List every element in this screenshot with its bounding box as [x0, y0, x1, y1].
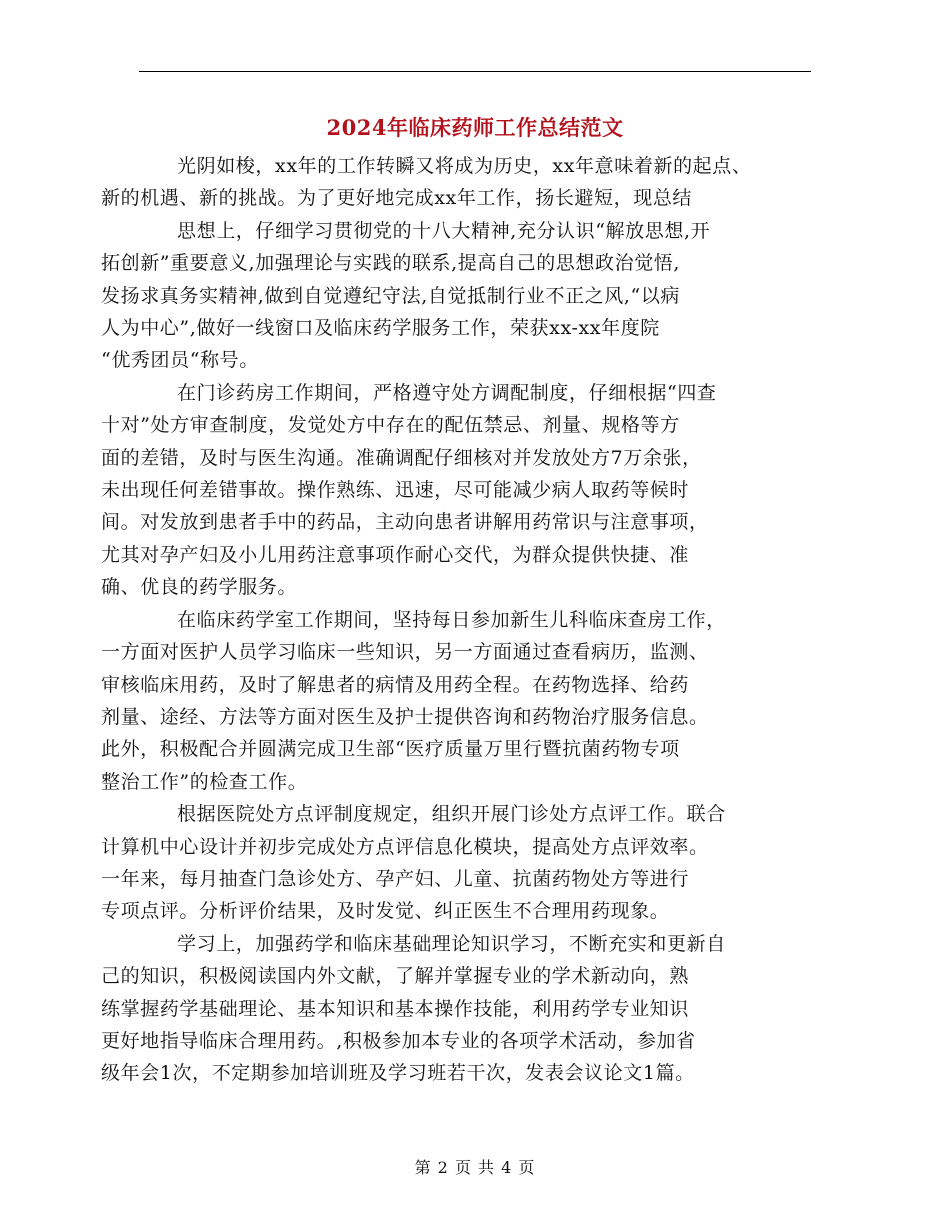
- text-line: 尤其对孕产妇及小儿用药注意事项作耐心交代，为群众提供快捷、准: [101, 543, 690, 566]
- text-line: 剂量、途经、方法等方面对医生及护士提供咨询和药物治疗服务信息。: [101, 705, 709, 728]
- text-line: 专项点评。分析评价结果，及时发觉、纠正医生不合理用药现象。: [101, 900, 670, 923]
- text-line: 更好地指导临床合理用药。,积极参加本专业的各项学术活动，参加省: [101, 1029, 696, 1052]
- text-line: 学习上，加强药学和临床基础理论知识学习，不断充实和更新自: [177, 932, 726, 955]
- text-line: 思想上，仔细学习贯彻党的十八大精神,充分认识“解放思想,开: [177, 219, 711, 242]
- text-line: 发扬求真务实精神,做到自觉遵纪守法,自觉抵制行业不正之风,“以病: [101, 284, 681, 307]
- paragraph-outpatient-pharmacy: [101, 377, 811, 604]
- text-line: 整治工作”的检查工作。: [101, 770, 308, 793]
- text-line: 光阴如梭，xx年的工作转瞬又将成为历史，xx年意味着新的起点、: [177, 155, 752, 177]
- paragraph-study: [101, 928, 811, 1090]
- document-body: [101, 150, 811, 1090]
- text-line: 人为中心”,做好一线窗口及临床药学服务工作，荣获xx-xx年度院: [101, 317, 660, 340]
- text-line: 面的差错，及时与医生沟通。准确调配仔细核对并发放处方7万余张，: [101, 446, 702, 469]
- paragraph-ideology: [101, 215, 811, 377]
- paragraph-prescription-review: [101, 798, 811, 928]
- text-line: 在临床药学室工作期间，坚持每日参加新生儿科临床查房工作，: [177, 608, 726, 631]
- text-line: 己的知识，积极阅读国内外文献，了解并掌握专业的学术新动向，熟: [101, 965, 690, 988]
- paragraph-intro: [101, 150, 811, 215]
- text-line: 练掌握药学基础理论、基本知识和基本操作技能，利用药学专业知识: [101, 997, 690, 1020]
- text-line: “优秀团员“称号。: [101, 349, 259, 372]
- text-line: 一方面对医护人员学习临床一些知识，另一方面通过查看病历，监测、: [101, 641, 709, 664]
- text-line: 确、优良的药学服务。: [101, 576, 298, 599]
- text-line: 此外，积极配合并圆满完成卫生部“医疗质量万里行暨抗菌药物专项: [101, 738, 680, 761]
- text-line: 一年来，每月抽查门急诊处方、孕产妇、儿童、抗菌药物处方等进行: [101, 867, 690, 890]
- text-line: 根据医院处方点评制度规定，组织开展门诊处方点评工作。联合: [177, 803, 726, 826]
- text-line: 新的机遇、新的挑战。为了更好地完成xx年工作，扬长避短，现总结: [101, 187, 693, 210]
- page-number-footer: 第 2 页 共 4 页: [414, 1158, 536, 1177]
- text-line: 计算机中心设计并初步完成处方点评信息化模块，提高处方点评效率。: [101, 835, 709, 858]
- text-line: 级年会1次，不定期参加培训班及学习班若干次，发表会议论文1篇。: [101, 1062, 695, 1085]
- paragraph-clinical-pharmacy: [101, 604, 811, 798]
- text-line: 十对”处方审查制度，发觉处方中存在的配伍禁忌、剂量、规格等方: [101, 414, 680, 437]
- text-line: 审核临床用药，及时了解患者的病情及用药全程。在药物选择、给药: [101, 673, 690, 696]
- header-rule: [139, 71, 811, 72]
- text-line: 间。对发放到患者手中的药品，主动向患者讲解用药常识与注意事项，: [101, 511, 709, 534]
- text-line: 拓创新”重要意义,加强理论与实践的联系,提高自己的思想政治觉悟,: [101, 252, 681, 275]
- document-title: 2024年临床药师工作总结范文: [326, 115, 624, 140]
- text-line: 在门诊药房工作期间，严格遵守处方调配制度，仔细根据“四查: [177, 381, 717, 404]
- text-line: 未出现任何差错事故。操作熟练、迅速，尽可能减少病人取药等候时: [101, 479, 690, 502]
